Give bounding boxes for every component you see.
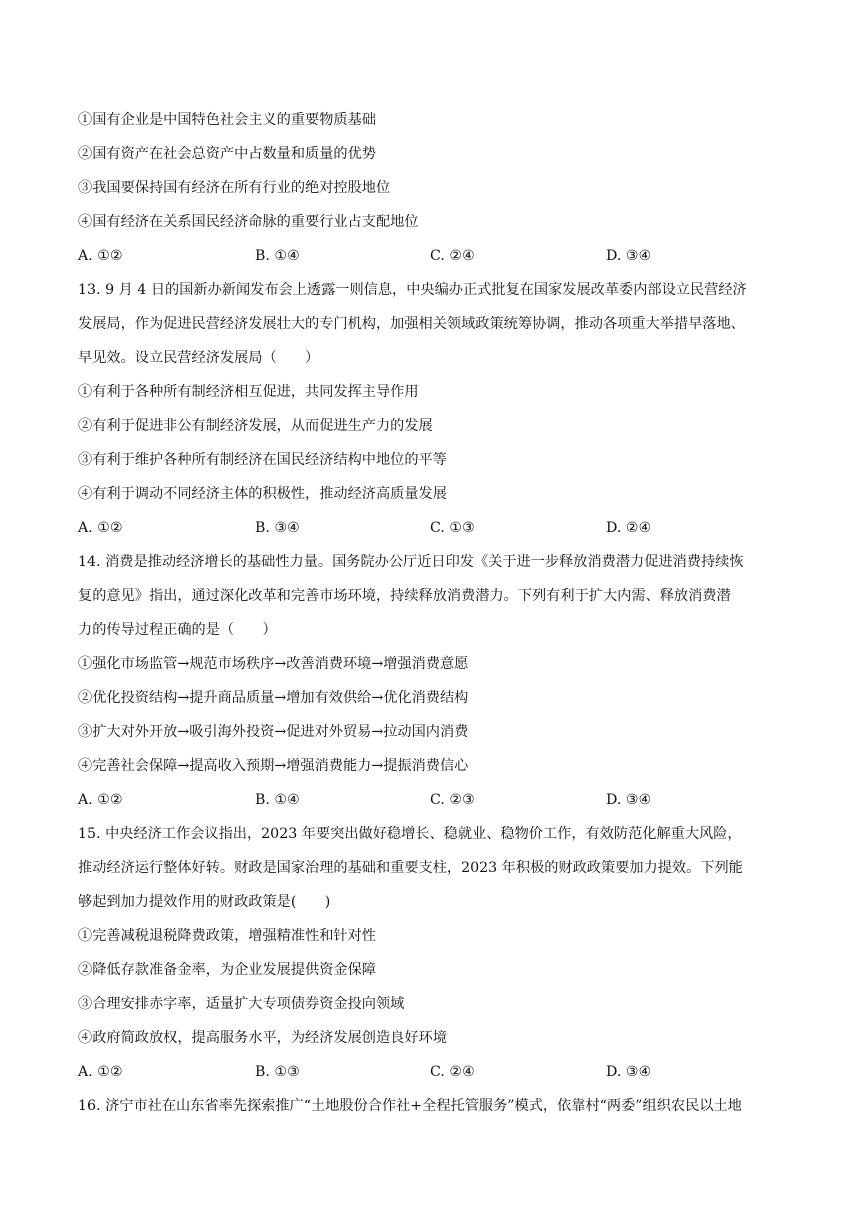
q15-option-c: C. ②④ <box>430 1064 475 1080</box>
q13-item-3: ③有利于维护各种所有制经济在国民经济结构中地位的平等 <box>78 452 447 468</box>
q14-item-4: ④完善社会保障→提高收入预期→增强消费能力→提振消费信心 <box>78 758 469 774</box>
q12-option-b: B. ①④ <box>255 248 300 264</box>
q15-stem-line-3: 够起到加力提效作用的财政政策是( ) <box>78 894 331 910</box>
q12-item-3: ③我国要保持国有经济在所有行业的绝对控股地位 <box>78 180 391 196</box>
q14-option-d: D. ③④ <box>606 792 652 808</box>
q14-item-3: ③扩大对外开放→吸引海外投资→促进对外贸易→拉动国内消费 <box>78 724 469 740</box>
q13-option-c: C. ①③ <box>430 520 475 536</box>
q15-item-2: ②降低存款准备金率，为企业发展提供资金保障 <box>78 962 376 978</box>
q12-option-d: D. ③④ <box>606 248 652 264</box>
q13-option-a: A. ①② <box>78 520 123 536</box>
q13-stem-line-3: 早见效。设立民营经济发展局（ ） <box>78 350 320 366</box>
q15-options <box>78 1062 798 1082</box>
q12-option-c: C. ②④ <box>430 248 475 264</box>
q15-option-a: A. ①② <box>78 1064 123 1080</box>
q15-option-d: D. ③④ <box>606 1064 652 1080</box>
q13-item-1: ①有利于各种所有制经济相互促进，共同发挥主导作用 <box>78 384 419 400</box>
q15-stem-line-1: 15. 中央经济工作会议指出，2023 年要突出做好稳增长、稳就业、稳物价工作，有效防范化解重大风险， <box>78 826 742 842</box>
q14-item-1: ①强化市场监管→规范市场秩序→改善消费环境→增强消费意愿 <box>78 656 469 672</box>
q12-options <box>78 246 798 266</box>
q15-item-4: ④政府简政放权，提高服务水平，为经济发展创造良好环境 <box>78 1030 447 1046</box>
q13-options <box>78 518 798 538</box>
q14-stem-line-2: 复的意见》指出，通过深化改革和完善市场环境，持续释放消费潜力。下列有利于扩大内需、释放消费潜 <box>78 588 731 604</box>
q15-item-1: ①完善减税退税降费政策，增强精准性和针对性 <box>78 928 376 944</box>
q13-option-d: D. ②④ <box>606 520 652 536</box>
q16-stem-line-1: 16. 济宁市社在山东省率先探索推广“土地股份合作社+全程托管服务”模式，依靠村“两委”组织农民以土地 <box>78 1098 742 1114</box>
q14-option-b: B. ①④ <box>255 792 300 808</box>
q15-option-b: B. ①③ <box>255 1064 300 1080</box>
q13-stem-line-1: 13. 9 月 4 日的国新办新闻发布会上透露一则信息，中央编办正式批复在国家发展改革委内部设立民营经济 <box>78 282 747 298</box>
q12-option-a: A. ①② <box>78 248 123 264</box>
q14-option-a: A. ①② <box>78 792 123 808</box>
q13-stem-line-2: 发展局，作为促进民营经济发展壮大的专门机构，加强相关领域政策统筹协调，推动各项重大举措早落地、 <box>78 316 745 332</box>
q14-option-c: C. ②③ <box>430 792 475 808</box>
q14-item-2: ②优化投资结构→提升商品质量→增加有效供给→优化消费结构 <box>78 690 469 706</box>
q14-stem-line-1: 14. 消费是推动经济增长的基础性力量。国务院办公厅近日印发《关于进一步释放消费潜力促进消费持续恢 <box>78 554 744 570</box>
q14-stem-line-3: 力的传导过程正确的是（ ） <box>78 622 277 638</box>
q14-options <box>78 790 798 810</box>
q15-item-3: ③合理安排赤字率，适量扩大专项债券资金投向领域 <box>78 996 405 1012</box>
q13-option-b: B. ③④ <box>255 520 300 536</box>
q15-stem-line-2: 推动经济运行整体好转。财政是国家治理的基础和重要支柱，2023 年积极的财政政策要加力提效。下列能 <box>78 860 743 876</box>
q12-item-1: ①国有企业是中国特色社会主义的重要物质基础 <box>78 112 376 128</box>
q13-item-2: ②有利于促进非公有制经济发展，从而促进生产力的发展 <box>78 418 433 434</box>
q12-item-2: ②国有资产在社会总资产中占数量和质量的优势 <box>78 146 376 162</box>
q13-item-4: ④有利于调动不同经济主体的积极性，推动经济高质量发展 <box>78 486 447 502</box>
q12-item-4: ④国有经济在关系国民经济命脉的重要行业占支配地位 <box>78 214 419 230</box>
